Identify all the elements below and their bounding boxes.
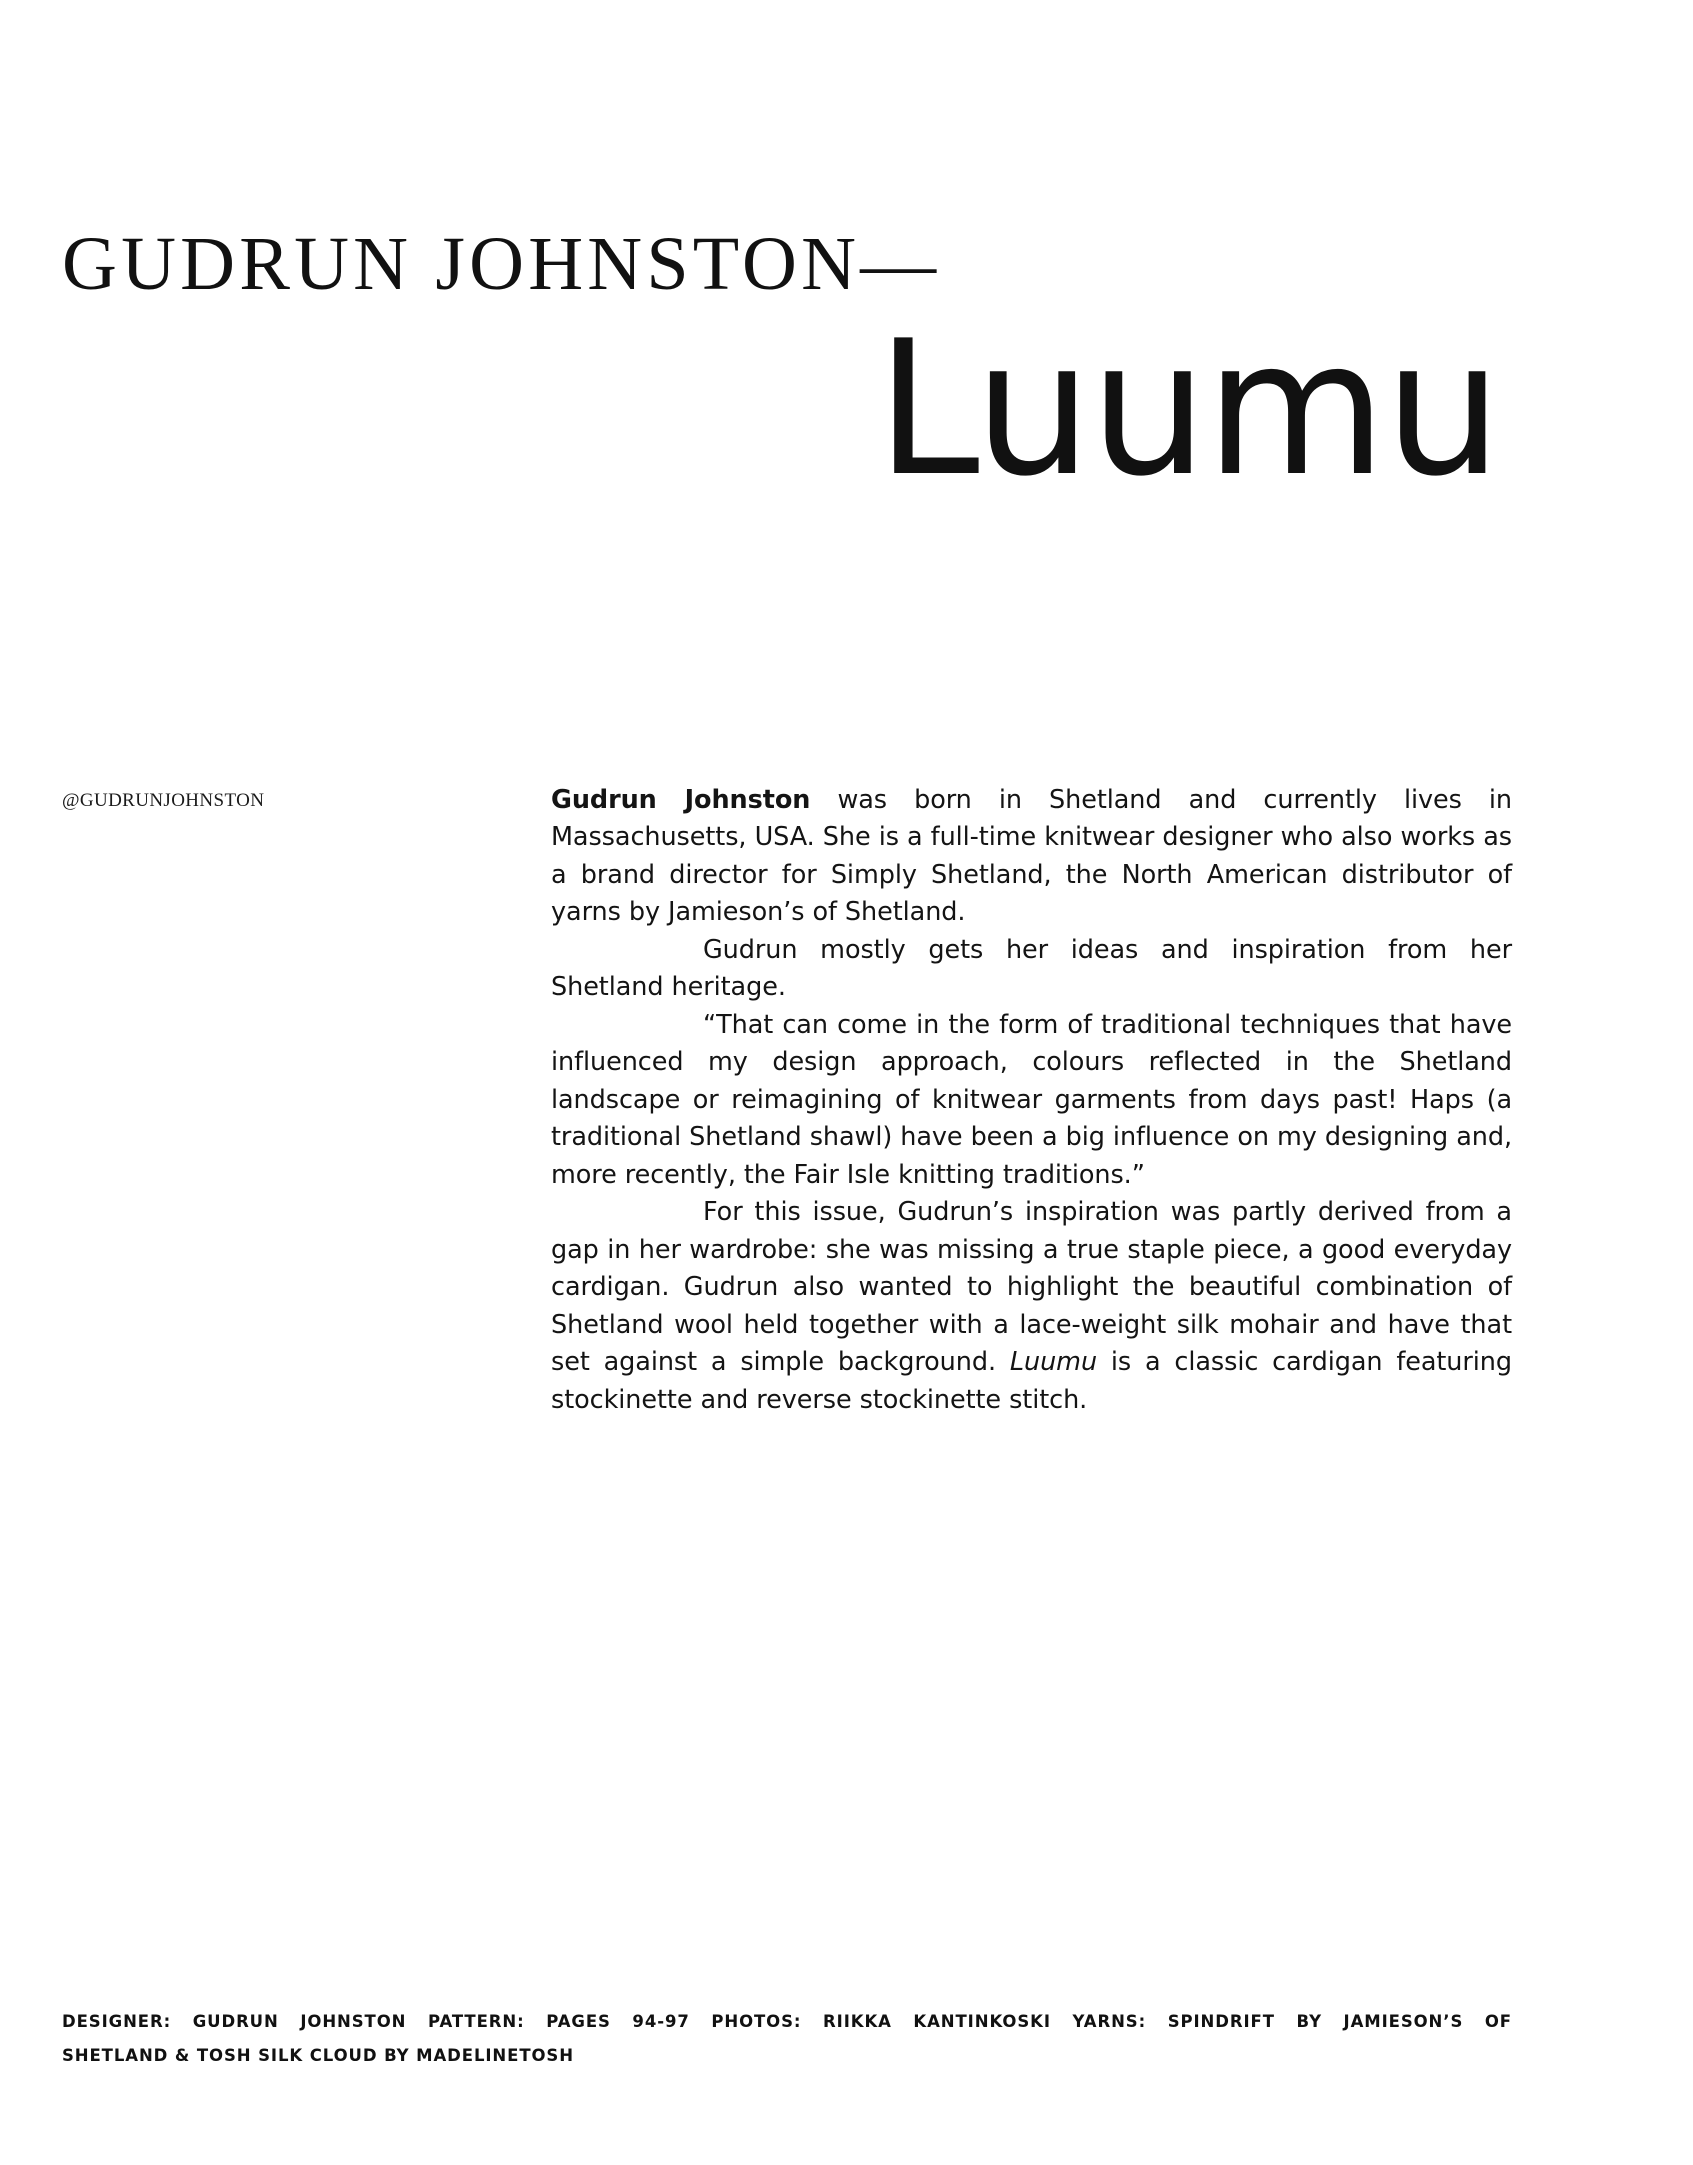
designer-social-handle: @GUDRUNJOHNSTON [62,790,265,811]
paragraph-issue-part2: is a classic cardigan featuring stockinette and reverse stockinette stitch. [551,1347,1513,1415]
em-dash: — [860,222,937,306]
designer-name-text: GUDRUN JOHNSTON [62,222,861,306]
pattern-title-wrap [62,300,1500,517]
paragraph-issue [551,1194,1512,1419]
article-body [551,782,1512,1419]
paragraph-issue-part1: For this issue, Gudrun’s inspiration was partly derived from a gap in her wardrobe: she was missing a true staple piece, a good everyday cardigan. Gudrun also wanted to highlight the beautiful combination of Shetland wool held together with a lace-weight silk mohair and have that set against a simple background. [551,1197,1512,1378]
designer-lead-name: Gudrun Johnston [551,785,811,815]
paragraph-intro [551,782,1512,932]
page-title: Luumu [875,300,1500,517]
credits-footer [62,2005,1512,2073]
masthead [62,222,1632,517]
credits-line-1: DESIGNER: GUDRUN JOHNSTON PATTERN: PAGES 94-97 PHOTOS: RIIKKA KANTINKOSKI YARNS: SPINDRIFT BY JAMIESON’S OF [62,2012,1512,2031]
paragraph-quote: “That can come in the form of traditional techniques that have influenced my design approach, colours reflected in the Shetland landscape or reimagining of knitwear garments from days past! Haps (a traditional Shetland shawl) have been a big influence on my designing and, more recently, the Fair Isle knitting traditions.” [551,1009,1512,1190]
paragraph-inspiration: Gudrun mostly gets her ideas and inspiration from her Shetland heritage. [551,934,1512,1003]
paragraph-intro-rest: was born in Shetland and currently lives in Massachusetts, USA. She is a full-time knitwear designer who also works as a brand director for Simply Shetland, the North American distributor of yarns by Jamieson’s of Shetland. [551,785,1512,928]
credits-line-2: SHETLAND & TOSH SILK CLOUD BY MADELINETOSH [62,2045,574,2065]
pattern-name-italic: Luumu [1009,1347,1098,1378]
designer-name-heading [62,222,1632,306]
